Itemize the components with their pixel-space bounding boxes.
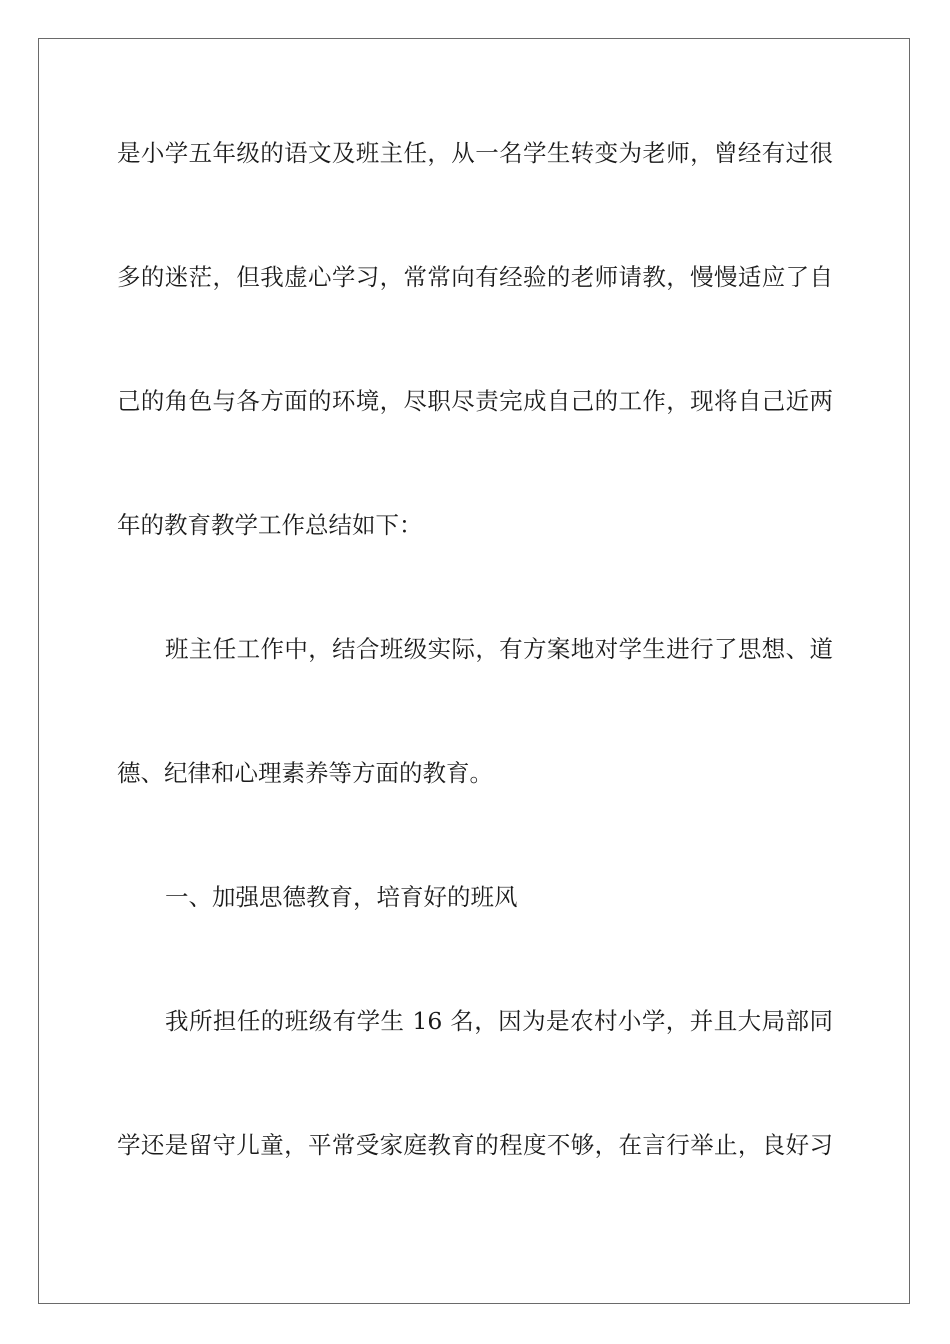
section-heading: 一、加强思德教育，培育好的班风 <box>165 883 518 911</box>
paragraph-line-8: 我所担任的班级有学生 16 名，因为是农村小学，并且大局部同 <box>165 1007 833 1035</box>
paragraph-line-4: 年的教育教学工作总结如下： <box>117 511 423 539</box>
paragraph-line-9: 学还是留守儿童，平常受家庭教育的程度不够，在言行举止，良好习 <box>117 1131 833 1159</box>
paragraph-line-1: 是小学五年级的语文及班主任，从一名学生转变为老师，曾经有过很 <box>117 139 833 167</box>
paragraph-line-3: 己的角色与各方面的环境，尽职尽责完成自己的工作，现将自己近两 <box>117 387 833 415</box>
paragraph-line-5: 班主任工作中，结合班级实际，有方案地对学生进行了思想、道 <box>165 635 833 663</box>
paragraph-line-6: 德、纪律和心理素养等方面的教育。 <box>117 759 493 787</box>
page-border <box>38 38 910 1304</box>
paragraph-line-2: 多的迷茫，但我虚心学习，常常向有经验的老师请教，慢慢适应了自 <box>117 263 833 291</box>
